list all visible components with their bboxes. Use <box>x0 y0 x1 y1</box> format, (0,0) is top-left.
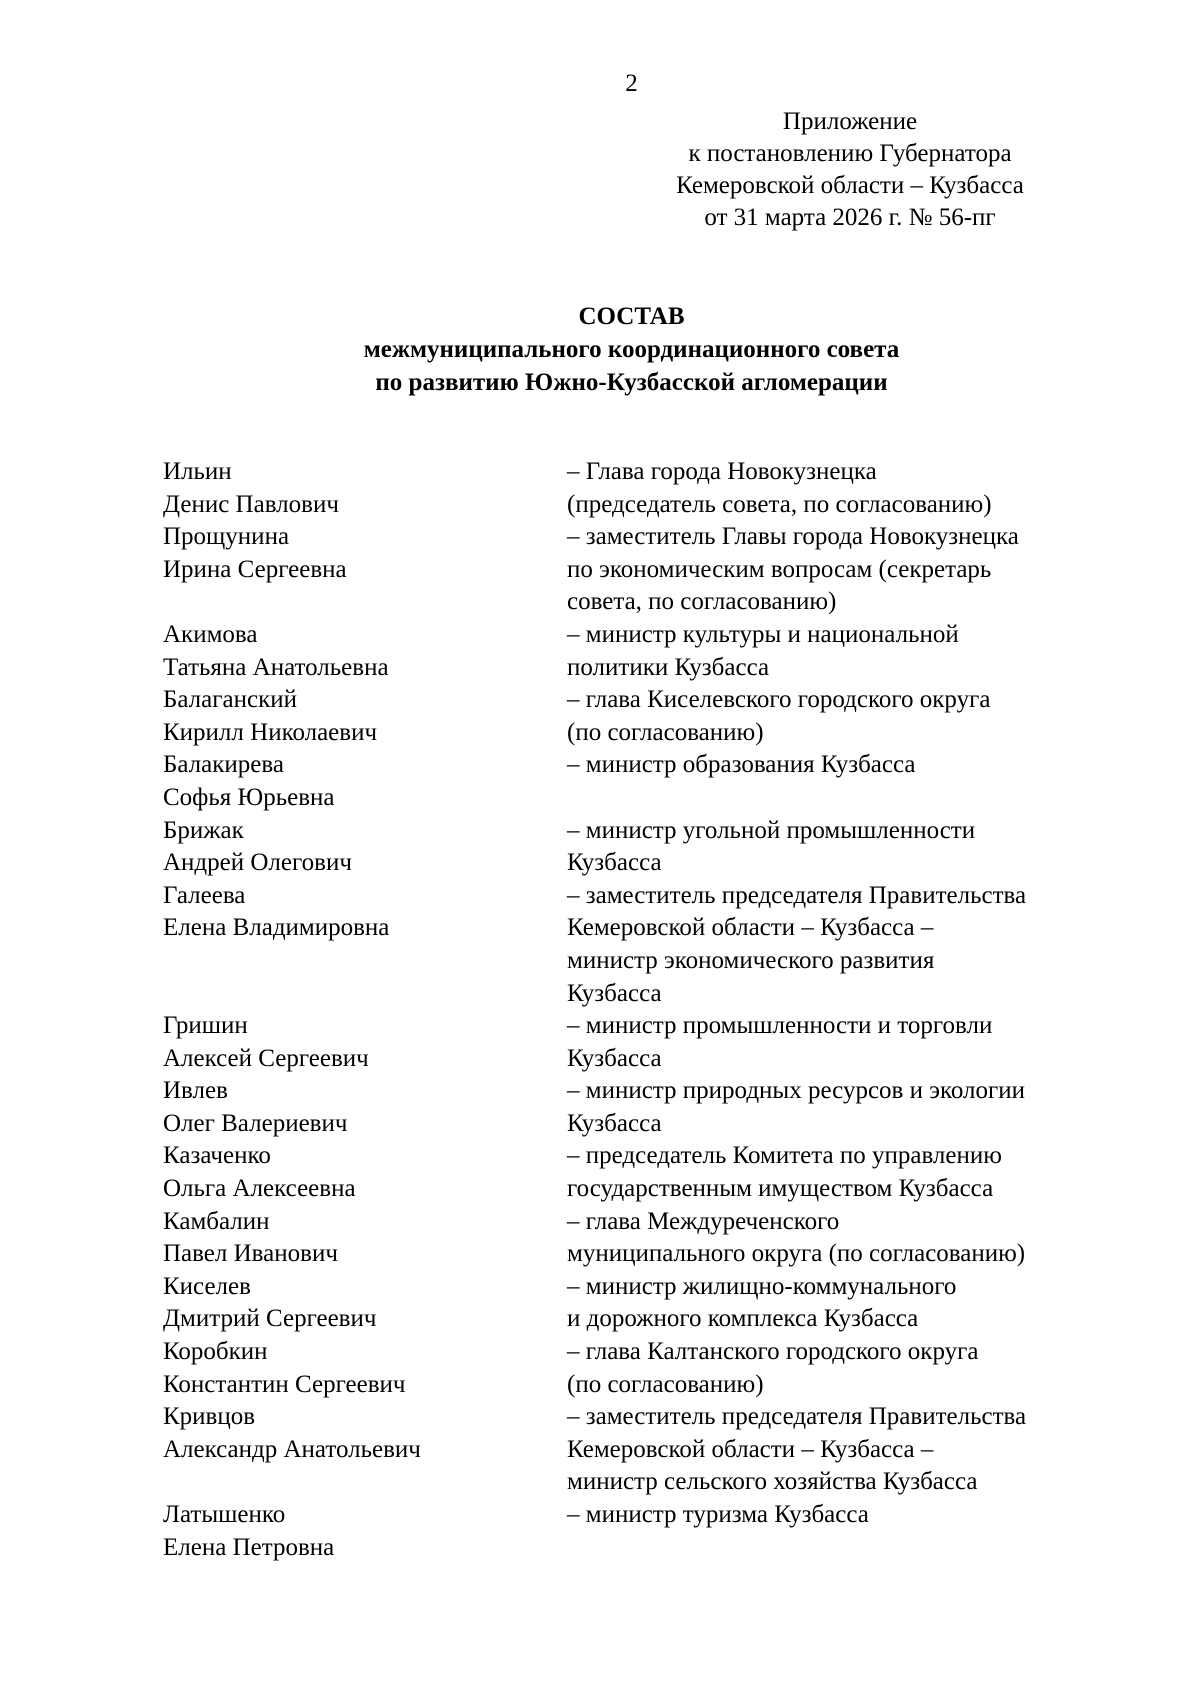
member-name-line: Камбалин <box>163 1207 270 1235</box>
member-position-line: – заместитель Главы города Новокузнецка <box>567 523 1019 551</box>
member-position-line: – министр образования Кузбасса <box>567 751 916 779</box>
member-name <box>163 1140 567 1205</box>
member-position-line: совета, по согласованию) <box>567 588 837 616</box>
appendix-line: Приложение <box>782 108 918 135</box>
member-row <box>163 619 1123 684</box>
member-row <box>163 1499 1123 1564</box>
member-row <box>163 1401 1123 1499</box>
member-name <box>163 521 567 619</box>
member-position-line: – глава Киселевского городского округа <box>567 686 991 714</box>
member-row <box>163 880 1123 1010</box>
member-position <box>567 619 1123 684</box>
member-row <box>163 749 1123 814</box>
member-position-line: – заместитель председателя Правительства <box>567 1403 1027 1431</box>
member-row <box>163 456 1123 521</box>
member-position <box>567 521 1123 619</box>
member-position-line: (председатель совета, по согласованию) <box>567 490 992 518</box>
member-position-line: – глава Калтанского городского округа <box>567 1338 979 1366</box>
member-name <box>163 1271 567 1336</box>
member-position <box>567 684 1123 749</box>
member-position-line: министр сельского хозяйства Кузбасса <box>567 1468 978 1496</box>
member-position-line: Кемеровской области – Кузбасса – <box>567 914 934 942</box>
member-name-line: Ольга Алексеевна <box>163 1175 356 1203</box>
member-position <box>567 1336 1123 1401</box>
member-name-line <box>163 978 567 1011</box>
member-name-line: Гришин <box>163 1012 248 1040</box>
member-name-line: Александр Анатольевич <box>163 1435 421 1463</box>
page-number: 2 <box>625 70 638 97</box>
member-position-line: (по согласованию) <box>567 1370 764 1398</box>
member-position-line: Кузбасса <box>567 849 662 877</box>
member-name-line: Ильин <box>163 458 232 485</box>
member-name-line: Акимова <box>163 620 258 648</box>
member-row <box>163 1206 1123 1271</box>
appendix-header <box>600 106 1100 234</box>
member-name-line: Татьяна Анатольевна <box>163 653 389 681</box>
title-subtitle: по развитию Южно-Кузбасской агломерации <box>375 369 888 396</box>
member-row <box>163 684 1123 749</box>
member-row <box>163 815 1123 880</box>
member-name-line: Андрей Олегович <box>163 849 352 877</box>
member-position <box>567 815 1123 880</box>
member-name-line: Балакирева <box>163 751 284 779</box>
member-name <box>163 1499 567 1564</box>
member-name-line <box>163 586 567 619</box>
member-position-line: по экономическим вопросам (секретарь <box>567 555 992 583</box>
member-name <box>163 815 567 880</box>
appendix-line: Кемеровской области – Кузбасса <box>676 172 1024 199</box>
member-row <box>163 1010 1123 1075</box>
member-position <box>567 1075 1123 1140</box>
members-list <box>163 456 1123 1564</box>
member-name-line: Казаченко <box>163 1142 271 1170</box>
document-title <box>0 300 1200 399</box>
title-heading: СОСТАВ <box>578 303 685 330</box>
member-name-line: Галеева <box>163 881 246 909</box>
member-name-line: Денис Павлович <box>163 490 339 518</box>
member-position-line: – министр промышленности и торговли <box>567 1012 993 1040</box>
member-position <box>567 1499 1123 1564</box>
member-name <box>163 1075 567 1140</box>
member-position-line: министр экономического развития <box>567 946 935 974</box>
member-row <box>163 1075 1123 1140</box>
member-name-line <box>163 1466 567 1499</box>
member-name-line: Павел Иванович <box>163 1240 338 1268</box>
member-name <box>163 619 567 684</box>
member-name-line: Алексей Сергеевич <box>163 1044 369 1072</box>
member-name <box>163 880 567 1010</box>
member-position-line: – министр культуры и национальной <box>567 620 959 648</box>
member-position-line: муниципального округа (по согласованию) <box>567 1240 1026 1268</box>
member-name-line: Константин Сергеевич <box>163 1370 406 1398</box>
member-name-line: Софья Юрьевна <box>163 783 335 811</box>
member-position <box>567 1401 1123 1499</box>
member-name-line: Ивлев <box>163 1077 228 1105</box>
member-position <box>567 749 1123 814</box>
member-position-line: – заместитель председателя Правительства <box>567 881 1027 909</box>
member-position-line: Кемеровской области – Кузбасса – <box>567 1435 934 1463</box>
member-row <box>163 1271 1123 1336</box>
member-name <box>163 1206 567 1271</box>
member-position-line: – министр туризма Кузбасса <box>567 1501 869 1528</box>
member-name <box>163 1401 567 1499</box>
member-position-line: государственным имуществом Кузбасса <box>567 1175 994 1203</box>
member-position-line <box>567 782 1123 815</box>
title-subtitle: межмуниципального координационного совета <box>363 336 900 363</box>
member-name-line: Прощунина <box>163 523 290 551</box>
member-name-line: Ирина Сергеевна <box>163 555 347 583</box>
member-position-line: – глава Междуреченского <box>567 1207 840 1235</box>
member-position-line <box>567 1532 1123 1565</box>
appendix-line: от 31 марта 2026 г. № 56-пг <box>704 204 996 231</box>
appendix-line: к постановлению Губернатора <box>688 140 1012 167</box>
member-position-line: – министр угольной промышленности <box>567 816 976 844</box>
member-position-line: Кузбасса <box>567 1109 662 1137</box>
member-name-line: Кривцов <box>163 1403 256 1431</box>
member-name-line: Елена Владимировна <box>163 914 390 942</box>
member-row <box>163 1140 1123 1205</box>
member-name <box>163 1010 567 1075</box>
member-position <box>567 880 1123 1010</box>
member-position-line: (по согласованию) <box>567 718 764 746</box>
member-position <box>567 1140 1123 1205</box>
member-position-line: и дорожного комплекса Кузбасса <box>567 1305 919 1333</box>
member-position-line: – председатель Комитета по управлению <box>567 1142 1002 1170</box>
member-name-line <box>163 945 567 978</box>
member-position <box>567 1271 1123 1336</box>
member-name-line: Коробкин <box>163 1338 268 1366</box>
member-name-line: Брижак <box>163 816 244 844</box>
member-name <box>163 749 567 814</box>
member-position-line: – Глава города Новокузнецка <box>567 458 877 485</box>
member-name-line: Балаганский <box>163 686 297 714</box>
member-name <box>163 684 567 749</box>
member-name <box>163 456 567 521</box>
member-name-line: Дмитрий Сергеевич <box>163 1305 377 1333</box>
member-name <box>163 1336 567 1401</box>
member-position-line: – министр природных ресурсов и экологии <box>567 1077 1025 1105</box>
member-position <box>567 1206 1123 1271</box>
member-row <box>163 521 1123 619</box>
member-position <box>567 1010 1123 1075</box>
member-name-line: Елена Петровна <box>163 1533 335 1561</box>
member-name-line: Кирилл Николаевич <box>163 718 378 746</box>
member-position <box>567 456 1123 521</box>
member-name-line: Олег Валериевич <box>163 1109 348 1137</box>
member-name-line: Киселев <box>163 1272 251 1300</box>
member-name-line: Латышенко <box>163 1501 286 1528</box>
member-position-line: политики Кузбасса <box>567 653 770 681</box>
member-row <box>163 1336 1123 1401</box>
member-position-line: Кузбасса <box>567 1044 662 1072</box>
member-position-line: Кузбасса <box>567 979 662 1007</box>
member-position-line: – министр жилищно-коммунального <box>567 1272 957 1300</box>
